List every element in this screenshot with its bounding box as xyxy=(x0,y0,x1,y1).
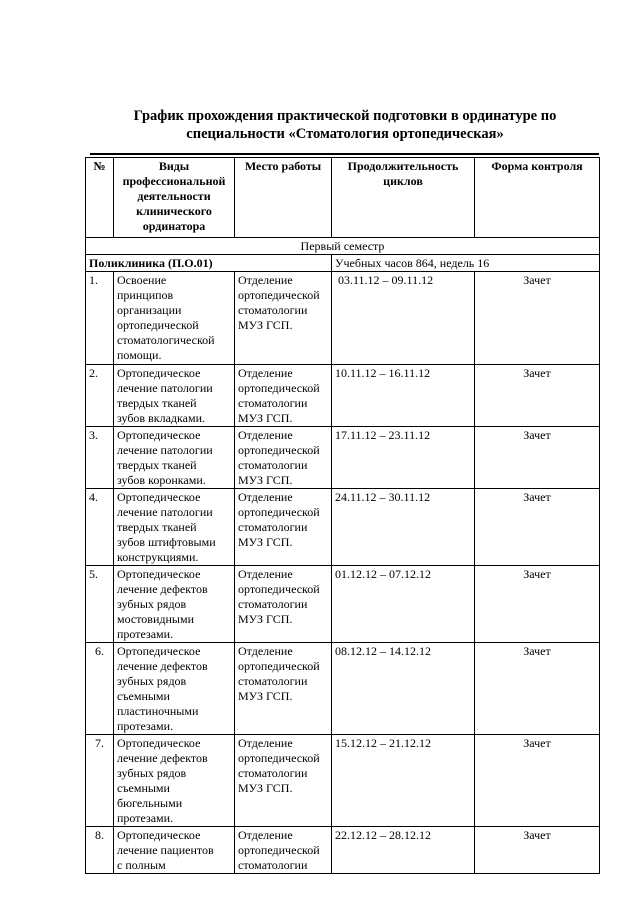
activity-type-line: лечение патологии xyxy=(117,443,213,457)
workplace-line: стоматологии xyxy=(238,458,308,472)
workplace-line: МУЗ ГСП. xyxy=(238,318,293,332)
row-control-form: Зачет xyxy=(475,427,600,489)
header-place: Место работы xyxy=(235,158,332,238)
activity-type-line: Ортопедическое xyxy=(117,567,201,581)
row-activity-type xyxy=(114,365,235,427)
row-dates: 10.11.12 – 16.11.12 xyxy=(332,365,475,427)
schedule-table xyxy=(85,157,600,874)
header-type-line: деятельности xyxy=(137,189,211,203)
header-form: Форма контроля xyxy=(475,158,600,238)
row-dates: 22.12.12 – 28.12.12 xyxy=(332,827,475,874)
table-row xyxy=(86,272,600,365)
workplace-line: стоматологии xyxy=(238,303,308,317)
activity-type-line: твердых тканей xyxy=(117,396,197,410)
workplace-line: ортопедической xyxy=(238,443,320,457)
workplace-line: Отделение xyxy=(238,366,293,380)
row-control-form: Зачет xyxy=(475,489,600,566)
activity-type-line: бюгельными xyxy=(117,796,183,810)
row-number: 8. xyxy=(86,827,114,874)
row-workplace xyxy=(235,489,332,566)
workplace-line: Отделение xyxy=(238,428,293,442)
row-control-form: Зачет xyxy=(475,566,600,643)
row-control-form: Зачет xyxy=(475,827,600,874)
row-number: 2. xyxy=(86,365,114,427)
activity-type-line: твердых тканей xyxy=(117,458,197,472)
row-number: 4. xyxy=(86,489,114,566)
row-activity-type xyxy=(114,735,235,827)
activity-type-line: с полным xyxy=(117,858,166,872)
row-workplace xyxy=(235,427,332,489)
title-line-1: График прохождения практической подготовки в ординатуре по xyxy=(133,108,557,124)
activity-type-line: организации xyxy=(117,303,182,317)
activity-type-line: пластиночными xyxy=(117,704,199,718)
workplace-line: Отделение xyxy=(238,736,293,750)
row-dates: 24.11.12 – 30.11.12 xyxy=(332,489,475,566)
activity-type-line: принципов xyxy=(117,288,174,302)
workplace-line: ортопедической xyxy=(238,582,320,596)
activity-type-line: стоматологической xyxy=(117,333,215,347)
activity-type-line: лечение дефектов xyxy=(117,659,208,673)
row-control-form: Зачет xyxy=(475,735,600,827)
activity-type-line: Ортопедическое xyxy=(117,490,201,504)
header-type xyxy=(114,158,235,238)
table-row xyxy=(86,643,600,735)
header-row xyxy=(86,158,600,238)
row-control-form: Зачет xyxy=(475,365,600,427)
activity-type-line: лечение патологии xyxy=(117,381,213,395)
row-activity-type xyxy=(114,427,235,489)
row-activity-type xyxy=(114,566,235,643)
activity-type-line: протезами. xyxy=(117,627,174,641)
row-dates: 08.12.12 – 14.12.12 xyxy=(332,643,475,735)
activity-type-line: конструкциями. xyxy=(117,550,199,564)
workplace-line: ортопедической xyxy=(238,751,320,765)
header-num: № xyxy=(86,158,114,238)
workplace-line: МУЗ ГСП. xyxy=(238,411,293,425)
row-workplace xyxy=(235,566,332,643)
row-workplace xyxy=(235,643,332,735)
section-row xyxy=(86,255,600,272)
activity-type-line: лечение пациентов xyxy=(117,843,214,857)
workplace-line: ортопедической xyxy=(238,659,320,673)
row-dates: 03.11.12 – 09.11.12 xyxy=(332,272,475,365)
table-row xyxy=(86,735,600,827)
table-row xyxy=(86,566,600,643)
activity-type-line: зубов вкладками. xyxy=(117,411,206,425)
header-duration-line: циклов xyxy=(383,174,423,188)
row-dates: 17.11.12 – 23.11.12 xyxy=(332,427,475,489)
activity-type-line: протезами. xyxy=(117,719,174,733)
activity-type-line: съемными xyxy=(117,689,170,703)
section-hours: Учебных часов 864, недель 16 xyxy=(332,255,600,272)
row-activity-type xyxy=(114,489,235,566)
header-duration xyxy=(332,158,475,238)
workplace-line: ортопедической xyxy=(238,843,320,857)
workplace-line: МУЗ ГСП. xyxy=(238,535,293,549)
workplace-line: Отделение xyxy=(238,567,293,581)
row-control-form: Зачет xyxy=(475,272,600,365)
header-type-line: ординатора xyxy=(142,219,206,233)
activity-type-line: протезами. xyxy=(117,811,174,825)
row-number: 6. xyxy=(86,643,114,735)
activity-type-line: лечение дефектов xyxy=(117,582,208,596)
workplace-line: стоматологии xyxy=(238,766,308,780)
activity-type-line: лечение патологии xyxy=(117,505,213,519)
table-row xyxy=(86,365,600,427)
row-workplace xyxy=(235,735,332,827)
workplace-line: Отделение xyxy=(238,828,293,842)
activity-type-line: Ортопедическое xyxy=(117,828,201,842)
row-workplace xyxy=(235,365,332,427)
activity-type-line: Ортопедическое xyxy=(117,736,201,750)
workplace-line: стоматологии xyxy=(238,597,308,611)
workplace-line: МУЗ ГСП. xyxy=(238,781,293,795)
document-title xyxy=(90,107,600,143)
workplace-line: Отделение xyxy=(238,490,293,504)
workplace-line: ортопедической xyxy=(238,288,320,302)
activity-type-line: ортопедической xyxy=(117,318,199,332)
header-duration-line: Продолжительность xyxy=(347,159,459,173)
section-name: Поликлиника (П.О.01) xyxy=(86,255,332,272)
activity-type-line: Ортопедическое xyxy=(117,366,201,380)
workplace-line: ортопедической xyxy=(238,505,320,519)
workplace-line: Отделение xyxy=(238,644,293,658)
activity-type-line: мостовидными xyxy=(117,612,194,626)
row-activity-type xyxy=(114,827,235,874)
table-row xyxy=(86,827,600,874)
activity-type-line: Ортопедическое xyxy=(117,428,201,442)
row-dates: 01.12.12 – 07.12.12 xyxy=(332,566,475,643)
row-dates: 15.12.12 – 21.12.12 xyxy=(332,735,475,827)
activity-type-line: зубных рядов xyxy=(117,674,187,688)
row-number: 3. xyxy=(86,427,114,489)
title-line-2: специальности «Стоматология ортопедическая» xyxy=(186,126,504,142)
table-row xyxy=(86,427,600,489)
workplace-line: стоматологии xyxy=(238,396,308,410)
table-row xyxy=(86,489,600,566)
header-type-line: клинического xyxy=(136,204,212,218)
workplace-line: Отделение xyxy=(238,273,293,287)
semester-label: Первый семестр xyxy=(86,238,600,255)
row-workplace xyxy=(235,827,332,874)
activity-type-line: съемными xyxy=(117,781,170,795)
workplace-line: стоматологии xyxy=(238,674,308,688)
activity-type-line: помощи. xyxy=(117,348,162,362)
activity-type-line: зубных рядов xyxy=(117,766,187,780)
workplace-line: стоматологии xyxy=(238,520,308,534)
header-type-line: Виды xyxy=(158,159,190,173)
row-number: 1. xyxy=(86,272,114,365)
workplace-line: ортопедической xyxy=(238,381,320,395)
row-number: 5. xyxy=(86,566,114,643)
row-control-form: Зачет xyxy=(475,643,600,735)
workplace-line: МУЗ ГСП. xyxy=(238,612,293,626)
semester-row xyxy=(86,238,600,255)
activity-type-line: лечение дефектов xyxy=(117,751,208,765)
activity-type-line: Ортопедическое xyxy=(117,644,201,658)
title-rule xyxy=(90,153,599,155)
activity-type-line: зубов коронками. xyxy=(117,473,206,487)
workplace-line: МУЗ ГСП. xyxy=(238,473,293,487)
row-workplace xyxy=(235,272,332,365)
activity-type-line: Освоение xyxy=(117,273,167,287)
activity-type-line: зубов штифтовыми xyxy=(117,535,216,549)
row-activity-type xyxy=(114,272,235,365)
workplace-line: стоматологии xyxy=(238,858,308,872)
row-number: 7. xyxy=(86,735,114,827)
row-activity-type xyxy=(114,643,235,735)
activity-type-line: твердых тканей xyxy=(117,520,197,534)
activity-type-line: зубных рядов xyxy=(117,597,187,611)
workplace-line: МУЗ ГСП. xyxy=(238,689,293,703)
header-type-line: профессиональной xyxy=(122,174,226,188)
